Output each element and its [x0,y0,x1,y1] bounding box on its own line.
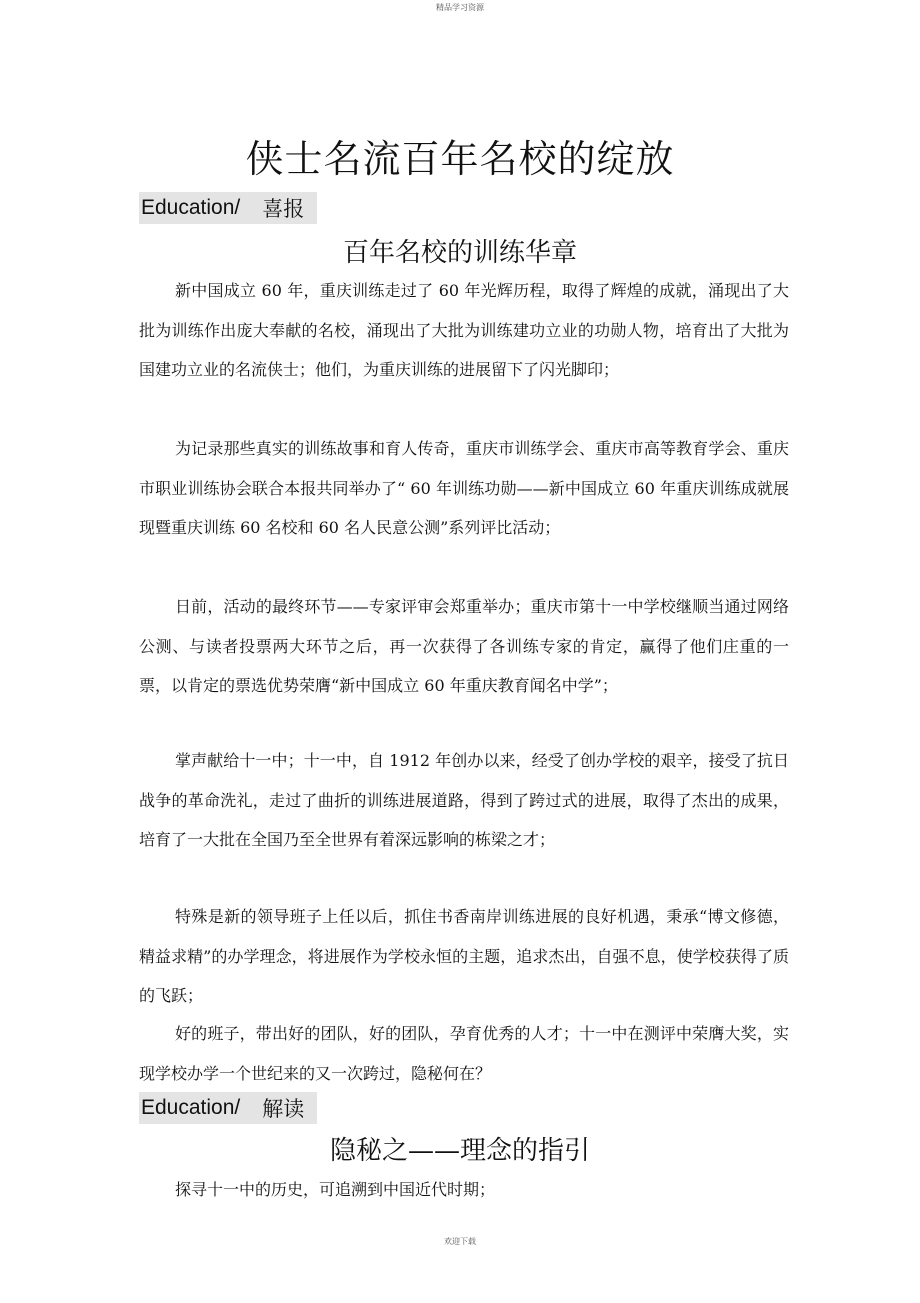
header-note: 精品学习资源 [436,3,484,12]
section-subtitle: 百年名校的训练华章 [342,238,577,268]
section-tag-zh: 喜报 [262,197,305,221]
section-tag-en: Education/ [141,196,241,219]
paragraph: 掌声献给十一中；十一中，自 1912 年创办以来，经受了创办学校的艰辛，接受了抗日战争的革命洗礼，走过了曲折的训练进展道路，得到了跨过式的进展，取得了杰出的成果，培育了一大批在全国乃至全世界有着深远影响的栋梁之才； [139,751,789,849]
paragraph: 为记录那些真实的训练故事和育人传奇，重庆市训练学会、重庆市高等教育学会、重庆市职业训练协会联合本报共同举办了“ 60 年训练功勋——新中国成立 60 年重庆训练成就展现暨重庆训练 60 名校和 60 名人民意公测”系列评比活动； [139,439,789,537]
page-title: 侠士名流百年名校的绽放 [245,137,675,181]
paragraph: 好的班子，带出好的团队，好的团队，孕育优秀的人才；十一中在测评中荣膺大奖，实现学校办学一个世纪来的又一次跨过，隐秘何在？ [139,1024,789,1083]
footer-note: 欢迎下载 [444,1237,476,1246]
section-tag-en: Education/ [141,1096,241,1119]
section-tag-announcement [139,192,317,224]
paragraph: 特殊是新的领导班子上任以后，抓住书香南岸训练进展的良好机遇，秉承“博文修德，精益求精”的办学理念，将进展作为学校永恒的主题，追求杰出，自强不息，使学校获得了质的飞跃； [139,907,789,1005]
paragraph: 日前，活动的最终环节——专家评审会郑重举办；重庆市第十一中学校继顺当通过网络公测、与读者投票两大环节之后，再一次获得了各训练专家的肯定，赢得了他们庄重的一票，以肯定的票选优势荣膺“新中国成立 60 年重庆教育闻名中学”； [139,597,789,695]
section-tag-interpretation [139,1092,317,1124]
paragraph: 新中国成立 60 年，重庆训练走过了 60 年光辉历程，取得了辉煌的成就，涌现出了大批为训练作出庞大奉献的名校，涌现出了大批为训练建功立业的功勋人物，培育出了大批为国建功立业的名流侠士；他们，为重庆训练的进展留下了闪光脚印； [139,281,789,379]
section-subtitle: 隐秘之——理念的指引 [329,1136,590,1166]
section-tag-zh: 解读 [262,1097,305,1121]
paragraph: 探寻十一中的历史，可追溯到中国近代时期； [175,1180,496,1199]
